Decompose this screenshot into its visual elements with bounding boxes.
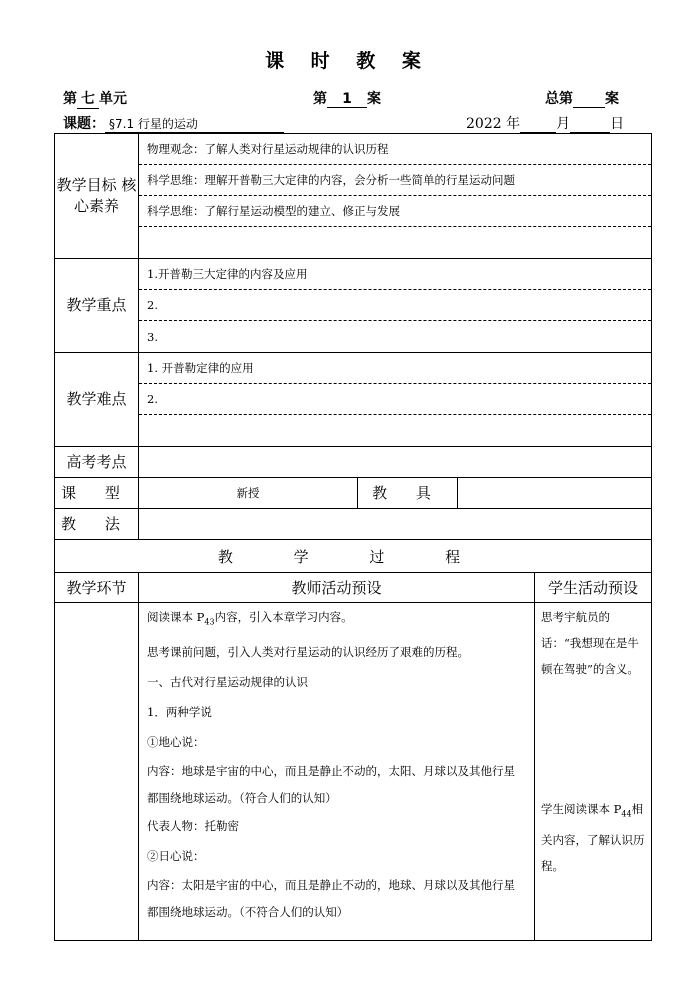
teacher-line: 1．两种学说 xyxy=(147,705,212,720)
key-point-item: 1.开普勒三大定律的内容及应用 xyxy=(139,259,651,290)
exam-points-value xyxy=(139,447,652,478)
topic-value: §7.1 行星的运动 xyxy=(105,115,284,133)
process-title-row xyxy=(55,540,652,573)
month-label: 月 xyxy=(556,116,571,132)
process-header-row xyxy=(55,573,652,603)
teacher-column-header: 教师活动预设 xyxy=(139,573,535,603)
difficulties-cell xyxy=(139,353,652,447)
total-field xyxy=(545,88,619,108)
unit-value: 七 xyxy=(77,88,99,109)
lesson-plan-table xyxy=(54,133,652,941)
goals-list xyxy=(139,134,651,258)
student-activity-b: 学生阅读课本 $P_{44}$相关内容，了解认识历程。 xyxy=(541,802,645,874)
teacher-line: ②日心说： xyxy=(147,849,205,864)
year-label: 2022 年 xyxy=(466,116,521,132)
student-column-header: 学生活动预设 xyxy=(535,573,652,603)
case-suffix: 案 xyxy=(367,91,381,107)
unit-field xyxy=(63,88,127,109)
key-point-item: 3. xyxy=(147,329,158,344)
page-title: 课 时 教 案 xyxy=(265,50,431,72)
method-value xyxy=(139,509,652,540)
date-field xyxy=(466,113,624,133)
student-activity-a: 思考宇航员的话：“我想现在是牛顿在驾驶”的含义。 xyxy=(541,610,639,676)
teacher-line: 内容：太阳是宇宙的中心，而且是静止不动的，地球、月球以及其他行星都围绕地球运动。（不符合人们的认知） xyxy=(147,878,515,920)
key-point-item: 2. xyxy=(139,290,651,321)
key-points-cell xyxy=(139,259,652,353)
teacher-activity-cell xyxy=(139,603,535,941)
difficulty-item: 2. xyxy=(139,384,651,415)
difficulty-item xyxy=(139,415,651,447)
goals-row xyxy=(55,134,652,259)
goal-item: 科学思维：了解行星运动模型的建立、修正与发展 xyxy=(139,196,651,227)
topic-field xyxy=(63,113,284,133)
teacher-line: 内容：地球是宇宙的中心，而且是静止不动的，太阳、月球以及其他行星都围绕地球运动。（符合人们的认知） xyxy=(147,764,515,806)
difficulties-row xyxy=(55,353,652,447)
topic-label: 课题： xyxy=(63,116,105,132)
goals-label: 教学目标 核心素养 xyxy=(55,134,139,259)
stage-cell xyxy=(55,603,139,941)
lesson-type-value: 新授 xyxy=(139,478,358,509)
exam-points-label: 高考考点 xyxy=(55,447,139,478)
teacher-line: 思考课前问题，引入人类对行星运动的认识经历了艰难的历程。 xyxy=(147,645,469,660)
goal-item: 物理观念：了解人类对行星运动规律的认识历程 xyxy=(139,134,651,165)
method-row xyxy=(55,509,652,540)
goal-item: 科学思维：理解开普勒三大定律的内容，会分析一些简单的行星运动问题 xyxy=(139,165,651,196)
unit-suffix: 单元 xyxy=(99,91,127,107)
key-points-row xyxy=(55,259,652,353)
case-prefix: 第 xyxy=(313,91,327,107)
lesson-type-label: 课 型 xyxy=(55,478,139,509)
key-points-list xyxy=(139,259,651,352)
total-suffix: 案 xyxy=(605,91,619,107)
method-label: 教 法 xyxy=(55,509,139,540)
tools-label: 教 具 xyxy=(358,478,458,509)
day-label: 日 xyxy=(610,116,625,132)
difficulties-list xyxy=(139,353,651,446)
tools-value xyxy=(458,478,652,509)
teacher-line: 代表人物：托勒密 xyxy=(147,819,239,834)
teacher-line: 一、古代对行星运动规律的认识 xyxy=(147,675,308,690)
lesson-type-row xyxy=(55,478,652,509)
key-points-label: 教学重点 xyxy=(55,259,139,353)
teacher-line: ①地心说： xyxy=(147,735,205,750)
difficulty-item: 1. 开普勒定律的应用 xyxy=(139,353,651,384)
unit-prefix: 第 xyxy=(63,91,77,107)
goal-item xyxy=(139,227,651,259)
student-activity-cell xyxy=(535,603,652,941)
case-field xyxy=(313,88,381,108)
process-content-row xyxy=(55,603,652,941)
difficulties-label: 教学难点 xyxy=(55,353,139,447)
total-prefix: 总第 xyxy=(545,91,573,107)
stage-column-header: 教学环节 xyxy=(55,573,139,603)
process-title: 教 学 过 程 xyxy=(55,540,652,573)
exam-points-row xyxy=(55,447,652,478)
goals-cell xyxy=(139,134,652,259)
case-value: 1 xyxy=(327,91,367,108)
teacher-line: 阅读课本 $P_{43}$内容，引入本章学习内容。 xyxy=(147,610,353,627)
